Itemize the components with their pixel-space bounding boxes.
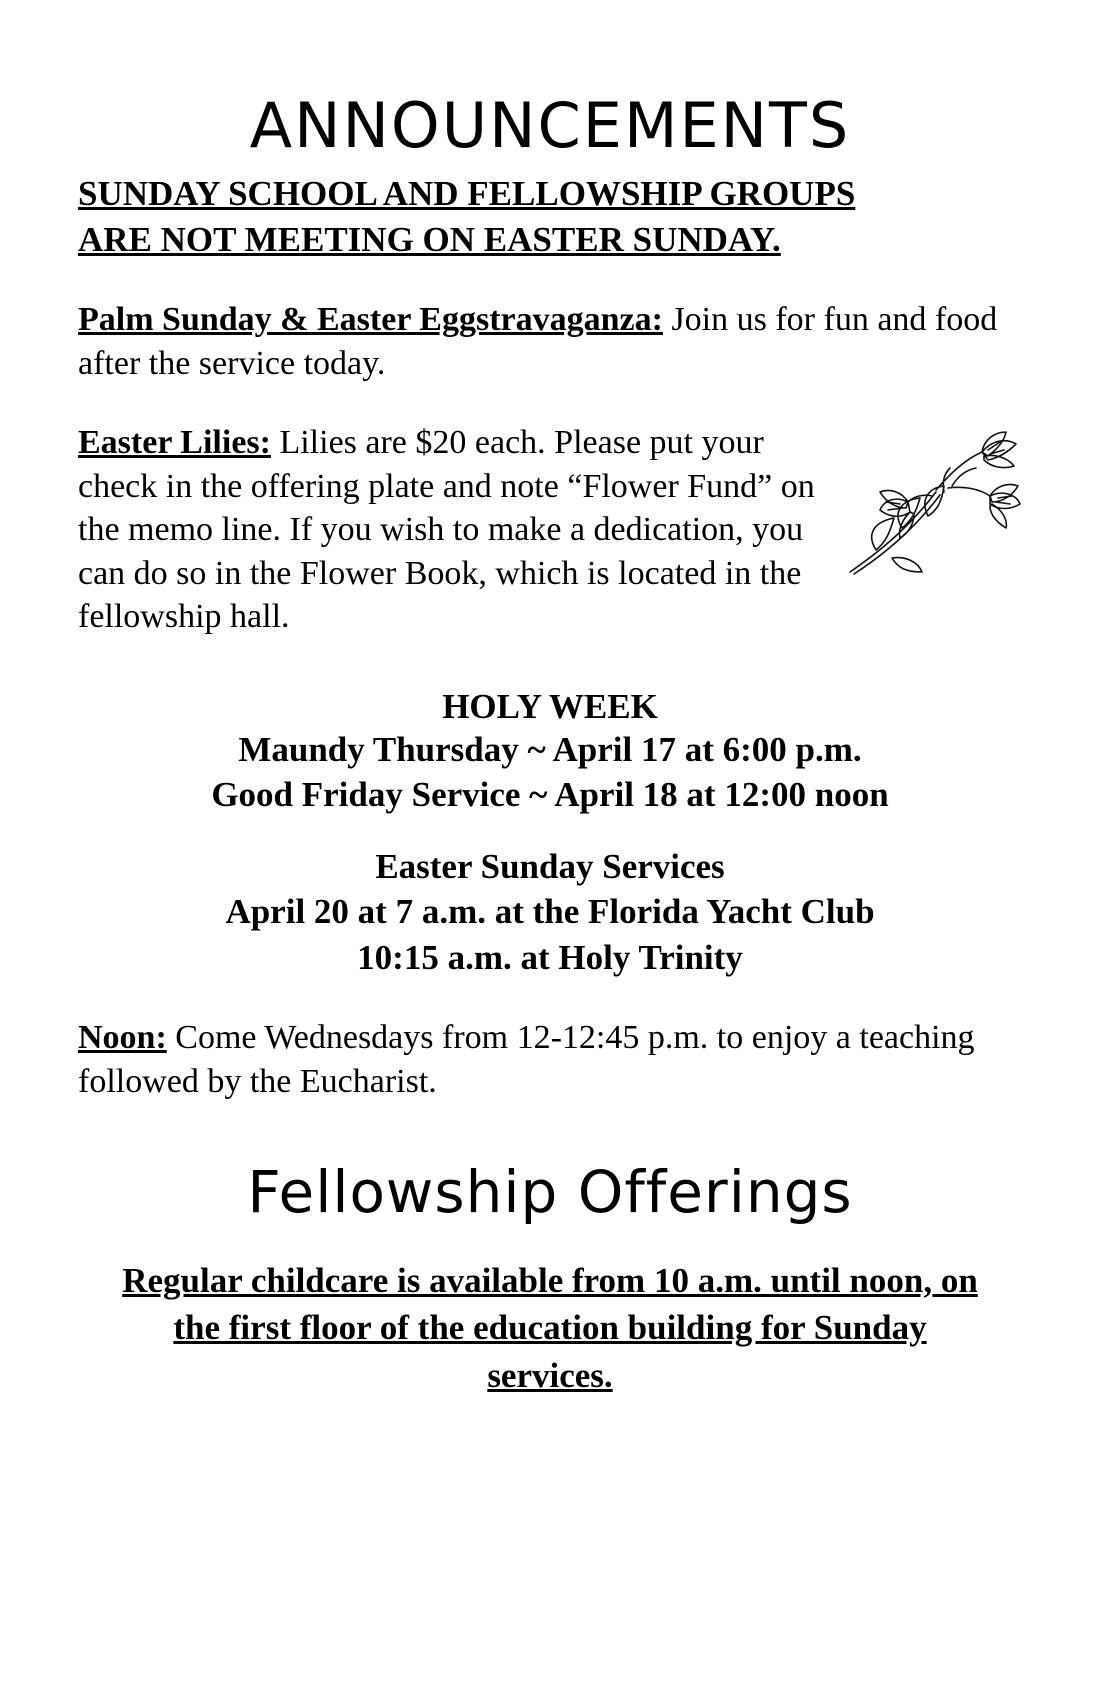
page-title: ANNOUNCEMENTS bbox=[249, 89, 851, 162]
spacer bbox=[78, 639, 1022, 687]
easter-lily-icon bbox=[832, 430, 1022, 580]
spacer bbox=[78, 818, 1022, 844]
announcement-lead: Noon: bbox=[78, 1019, 167, 1057]
easter-sunday-section bbox=[78, 844, 1022, 981]
fellowship-offerings-title: Fellowship Offerings bbox=[247, 1158, 853, 1227]
holy-week-title: HOLY WEEK bbox=[442, 686, 658, 726]
spacer bbox=[78, 262, 1022, 298]
spacer bbox=[78, 1103, 1022, 1163]
spacer bbox=[78, 980, 1022, 1016]
notice-heading bbox=[78, 171, 1022, 262]
announcement-lead: Easter Lilies: bbox=[78, 424, 271, 462]
announcement-body: Join us for fun and food after the service today. bbox=[78, 301, 998, 382]
spacer bbox=[78, 385, 1022, 421]
easter-sunday-title: Easter Sunday Services bbox=[375, 846, 725, 886]
holy-week-section bbox=[78, 687, 1022, 818]
announcement-body: Lilies are $20 each. Please put your check in the offering plate and note “Flower Fund” on the memo line. If you wish to make a dedication, you can do so in the Flower Book, which is located in the fellowship hall. bbox=[78, 424, 815, 636]
holy-week-line-1: Maundy Thursday ~ April 17 at 6:00 p.m. bbox=[238, 729, 862, 769]
announcement-lead: Palm Sunday & Easter Eggstravaganza: bbox=[78, 301, 663, 338]
notice-line-2: ARE NOT MEETING ON EASTER SUNDAY. bbox=[78, 219, 781, 259]
easter-sunday-line-2: 10:15 a.m. at Holy Trinity bbox=[357, 937, 743, 977]
easter-sunday-line-1: April 20 at 7 a.m. at the Florida Yacht Club bbox=[225, 892, 875, 932]
announcement-palm-sunday bbox=[78, 298, 1022, 385]
childcare-notice: Regular childcare is available from 10 a.m. until noon, on the first floor of the education building for Sunday services. bbox=[122, 1261, 978, 1395]
announcement-noon bbox=[78, 1016, 1022, 1103]
holy-week-line-2: Good Friday Service ~ April 18 at 12:00 noon bbox=[211, 775, 889, 815]
announcement-body: Come Wednesdays from 12-12:45 p.m. to enjoy a teaching followed by the Eucharist. bbox=[78, 1019, 975, 1100]
spacer bbox=[78, 1221, 1022, 1257]
notice-line-1: SUNDAY SCHOOL AND FELLOWSHIP GROUPS bbox=[78, 174, 856, 213]
